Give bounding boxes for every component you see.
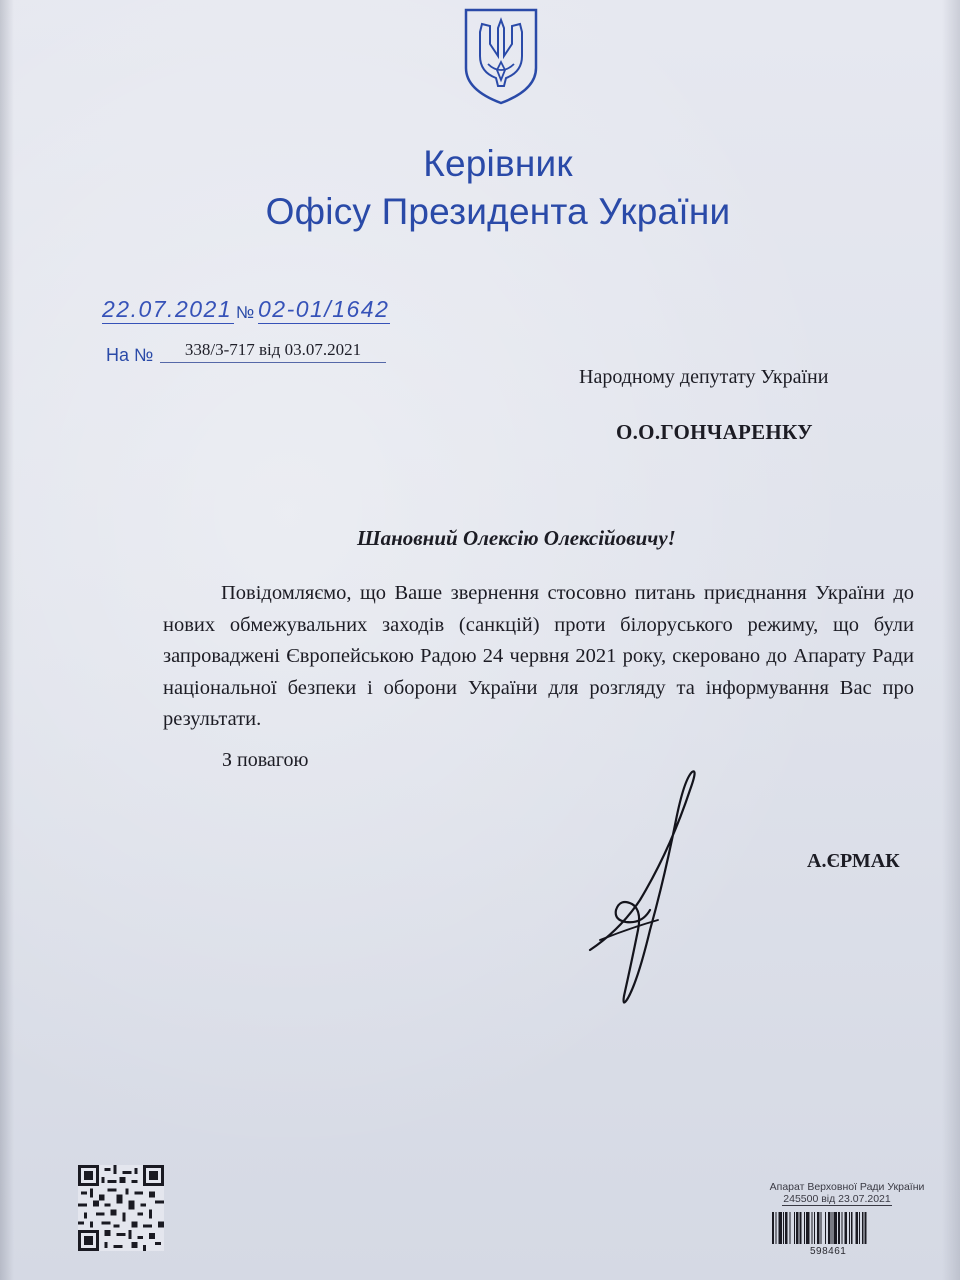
letterhead-title-line1: Керівник xyxy=(423,143,573,184)
qr-code-icon xyxy=(78,1165,164,1251)
trident-coat-of-arms-icon xyxy=(460,6,542,106)
stamp-registration: 245500 від 23.07.2021 xyxy=(783,1193,891,1205)
barcode-icon xyxy=(772,1212,927,1244)
barcode-number: 598461 xyxy=(810,1246,847,1257)
addressee-title: Народному депутату України xyxy=(579,366,829,388)
registration-number: 02-01/1642 xyxy=(258,296,390,322)
registration-date: 22.07.2021 xyxy=(102,296,233,322)
letterhead-title-line2: Офісу Президента України xyxy=(265,191,731,232)
closing-phrase: З повагою xyxy=(222,749,309,771)
addressee-name: О.О.ГОНЧАРЕНКУ xyxy=(616,420,813,444)
reference-value: 338/3-717 від 03.07.2021 xyxy=(160,340,386,363)
registration-number-label: № xyxy=(236,303,255,322)
signer-name: А.ЄРМАК xyxy=(807,850,900,872)
stamp-organization: Апарат Верховної Ради України xyxy=(769,1181,925,1193)
reference-label: На № xyxy=(106,345,154,365)
letter-body: Повідомляємо, що Ваше звернення стосовно питань приєднання України до нових обмежувальних заходів (санкцій) проти білоруського режиму, що були запроваджені Європейською Радою 24 червня 2021 року, скеровано до Апарату Ради національної безпеки і оборони України для розгляду та інформування Вас про результати. xyxy=(163,582,914,730)
incoming-stamp xyxy=(752,1181,942,1206)
handwritten-signature xyxy=(580,760,720,1020)
salutation: Шановний Олексію Олексійовичу! xyxy=(357,526,676,550)
